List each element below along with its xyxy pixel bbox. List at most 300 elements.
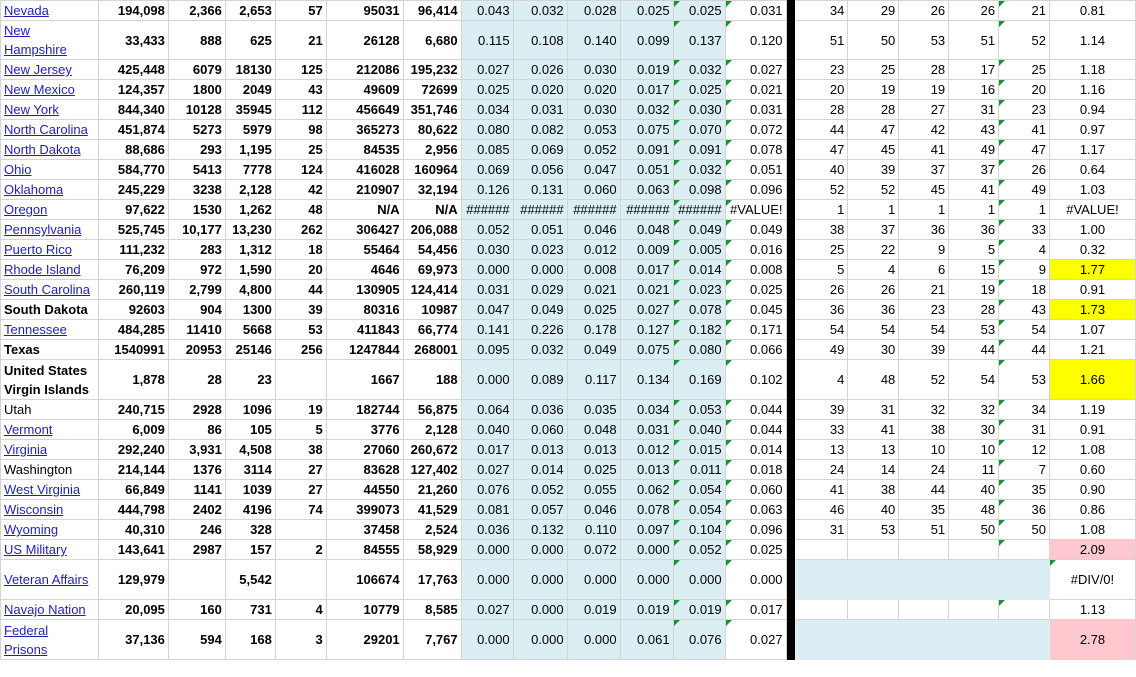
rate-cell[interactable]: 0.000 <box>513 560 567 600</box>
rate-cell[interactable]: 0.000 <box>461 260 513 280</box>
rate-cell[interactable]: 0.051 <box>620 160 673 180</box>
rate-cell[interactable]: 0.108 <box>513 21 567 60</box>
average-cell[interactable]: 0.016 <box>725 240 786 260</box>
count-cell[interactable]: 44 <box>275 280 326 300</box>
rank-cell[interactable]: 23 <box>794 60 848 80</box>
rate-cell[interactable]: 0.178 <box>567 320 620 340</box>
count-cell[interactable]: 25146 <box>225 340 275 360</box>
count-cell[interactable]: 2,799 <box>168 280 225 300</box>
count-cell[interactable]: 1,195 <box>225 140 275 160</box>
count-cell[interactable]: 39 <box>275 300 326 320</box>
count-cell[interactable]: 66,849 <box>98 480 168 500</box>
rate-cell[interactable]: 0.131 <box>513 180 567 200</box>
average-cell[interactable]: 0.025 <box>725 280 786 300</box>
count-cell[interactable]: 1376 <box>168 460 225 480</box>
rank-cell[interactable]: 9 <box>999 260 1050 280</box>
count-cell[interactable]: 6,680 <box>403 21 461 60</box>
rate-cell[interactable]: 0.127 <box>620 320 673 340</box>
rate-cell[interactable]: 0.019 <box>673 600 725 620</box>
count-cell[interactable]: 27 <box>275 460 326 480</box>
row-name-cell[interactable]: Ohio <box>1 160 99 180</box>
rate-cell[interactable]: 0.012 <box>567 240 620 260</box>
count-cell[interactable]: 292,240 <box>98 440 168 460</box>
rank-cell[interactable] <box>794 600 848 620</box>
rate-cell[interactable]: 0.126 <box>461 180 513 200</box>
rank-cell[interactable]: 38 <box>899 420 949 440</box>
rank-cell[interactable]: 50 <box>949 520 999 540</box>
count-cell[interactable]: 260,672 <box>403 440 461 460</box>
rate-cell[interactable]: 0.000 <box>461 620 513 660</box>
rank-cell[interactable]: 15 <box>949 260 999 280</box>
count-cell[interactable]: 1,312 <box>225 240 275 260</box>
rank-cell[interactable]: 12 <box>999 440 1050 460</box>
rank-cell[interactable]: 14 <box>848 460 899 480</box>
rank-cell[interactable]: 43 <box>949 120 999 140</box>
count-cell[interactable]: 84535 <box>326 140 403 160</box>
rate-cell[interactable]: 0.057 <box>513 500 567 520</box>
average-cell[interactable]: 0.171 <box>725 320 786 340</box>
rate-cell[interactable]: 0.009 <box>620 240 673 260</box>
rate-cell[interactable]: 0.025 <box>673 1 725 21</box>
rank-cell[interactable]: 52 <box>899 360 949 400</box>
count-cell[interactable]: 40,310 <box>98 520 168 540</box>
row-name-cell[interactable]: Pennsylvania <box>1 220 99 240</box>
count-cell[interactable]: 1,878 <box>98 360 168 400</box>
count-cell[interactable]: 3,931 <box>168 440 225 460</box>
rate-cell[interactable]: 0.226 <box>513 320 567 340</box>
rate-cell[interactable]: 0.081 <box>461 500 513 520</box>
rank-cell[interactable]: 24 <box>794 460 848 480</box>
count-cell[interactable]: 246 <box>168 520 225 540</box>
count-cell[interactable]: 2,653 <box>225 1 275 21</box>
rank-cell[interactable]: 20 <box>794 80 848 100</box>
count-cell[interactable]: 306427 <box>326 220 403 240</box>
count-cell[interactable]: 328 <box>225 520 275 540</box>
count-cell[interactable]: 20 <box>275 260 326 280</box>
rate-cell[interactable]: 0.063 <box>620 180 673 200</box>
count-cell[interactable]: 2,128 <box>225 180 275 200</box>
count-cell[interactable]: 5979 <box>225 120 275 140</box>
ratio-cell[interactable]: 0.81 <box>1049 1 1135 21</box>
average-cell[interactable]: 0.049 <box>725 220 786 240</box>
count-cell[interactable]: 411843 <box>326 320 403 340</box>
rate-cell[interactable]: 0.032 <box>620 100 673 120</box>
rank-cell[interactable]: 50 <box>848 21 899 60</box>
rank-cell[interactable]: 6 <box>899 260 949 280</box>
rate-cell[interactable]: 0.141 <box>461 320 513 340</box>
count-cell[interactable]: 1530 <box>168 200 225 220</box>
rate-cell[interactable]: 0.035 <box>567 400 620 420</box>
row-name-cell[interactable]: Texas <box>1 340 99 360</box>
rank-cell[interactable]: 31 <box>949 100 999 120</box>
rate-cell[interactable]: 0.013 <box>567 440 620 460</box>
rate-cell[interactable]: 0.032 <box>513 340 567 360</box>
rank-cell[interactable]: 31 <box>999 420 1050 440</box>
count-cell[interactable]: 1141 <box>168 480 225 500</box>
rank-cell[interactable]: 35 <box>999 480 1050 500</box>
rate-cell[interactable]: 0.000 <box>513 260 567 280</box>
ratio-cell[interactable]: 2.78 <box>1049 620 1135 660</box>
rank-cell[interactable]: 32 <box>949 400 999 420</box>
count-cell[interactable]: 32,194 <box>403 180 461 200</box>
average-cell[interactable]: 0.008 <box>725 260 786 280</box>
count-cell[interactable]: 26128 <box>326 21 403 60</box>
count-cell[interactable]: 731 <box>225 600 275 620</box>
count-cell[interactable]: 17,763 <box>403 560 461 600</box>
count-cell[interactable]: 37,136 <box>98 620 168 660</box>
average-cell[interactable]: 0.044 <box>725 420 786 440</box>
average-cell[interactable]: 0.051 <box>725 160 786 180</box>
ratio-cell[interactable]: 0.94 <box>1049 100 1135 120</box>
average-cell[interactable]: 0.078 <box>725 140 786 160</box>
rate-cell[interactable]: 0.078 <box>673 300 725 320</box>
ratio-cell[interactable]: 1.77 <box>1049 260 1135 280</box>
count-cell[interactable]: 27060 <box>326 440 403 460</box>
rate-cell[interactable]: 0.070 <box>673 120 725 140</box>
count-cell[interactable] <box>275 360 326 400</box>
rate-cell[interactable]: 0.026 <box>513 60 567 80</box>
rate-cell[interactable]: 0.048 <box>567 420 620 440</box>
ratio-cell[interactable]: 0.64 <box>1049 160 1135 180</box>
rank-cell[interactable]: 51 <box>794 21 848 60</box>
row-name-cell[interactable]: North Dakota <box>1 140 99 160</box>
rank-cell[interactable]: 4 <box>794 360 848 400</box>
rate-cell[interactable]: 0.061 <box>620 620 673 660</box>
rate-cell[interactable]: 0.052 <box>513 480 567 500</box>
count-cell[interactable]: 95031 <box>326 1 403 21</box>
rate-cell[interactable]: 0.080 <box>461 120 513 140</box>
count-cell[interactable]: 106674 <box>326 560 403 600</box>
rate-cell[interactable]: 0.134 <box>620 360 673 400</box>
rate-cell[interactable]: 0.054 <box>673 480 725 500</box>
count-cell[interactable]: 972 <box>168 260 225 280</box>
row-name-cell[interactable]: South Carolina <box>1 280 99 300</box>
rate-cell[interactable]: 0.040 <box>461 420 513 440</box>
rank-cell[interactable]: 23 <box>999 100 1050 120</box>
rank-cell[interactable] <box>949 540 999 560</box>
rate-cell[interactable]: 0.078 <box>620 500 673 520</box>
rate-cell[interactable]: 0.000 <box>620 540 673 560</box>
count-cell[interactable]: 1,590 <box>225 260 275 280</box>
count-cell[interactable]: 182744 <box>326 400 403 420</box>
rank-cell[interactable]: 44 <box>899 480 949 500</box>
ratio-cell[interactable]: 1.16 <box>1049 80 1135 100</box>
rank-cell[interactable]: 41 <box>949 180 999 200</box>
rank-cell[interactable]: 16 <box>949 80 999 100</box>
rate-cell[interactable]: 0.017 <box>461 440 513 460</box>
rate-cell[interactable]: 0.020 <box>513 80 567 100</box>
ratio-cell[interactable]: #VALUE! <box>1049 200 1135 220</box>
rank-cell[interactable]: 28 <box>949 300 999 320</box>
rank-cell[interactable]: 17 <box>949 60 999 80</box>
count-cell[interactable]: 2,524 <box>403 520 461 540</box>
count-cell[interactable]: 27 <box>275 480 326 500</box>
average-cell[interactable]: 0.031 <box>725 100 786 120</box>
rate-cell[interactable]: 0.000 <box>567 560 620 600</box>
count-cell[interactable]: 844,340 <box>98 100 168 120</box>
rate-cell[interactable]: 0.082 <box>513 120 567 140</box>
rate-cell[interactable]: 0.027 <box>461 460 513 480</box>
rank-cell[interactable]: 36 <box>899 220 949 240</box>
rank-cell[interactable]: 45 <box>899 180 949 200</box>
rate-cell[interactable]: ###### <box>513 200 567 220</box>
rank-cell[interactable]: 54 <box>794 320 848 340</box>
count-cell[interactable]: 33,433 <box>98 21 168 60</box>
rank-cell[interactable]: 26 <box>848 280 899 300</box>
row-name-cell[interactable]: Oregon <box>1 200 99 220</box>
rate-cell[interactable]: 0.034 <box>620 400 673 420</box>
row-name-cell[interactable]: Nevada <box>1 1 99 21</box>
rank-cell[interactable]: 19 <box>899 80 949 100</box>
rank-cell[interactable]: 31 <box>848 400 899 420</box>
ratio-cell[interactable]: 1.18 <box>1049 60 1135 80</box>
count-cell[interactable]: 240,715 <box>98 400 168 420</box>
count-cell[interactable]: 399073 <box>326 500 403 520</box>
rate-cell[interactable]: 0.027 <box>620 300 673 320</box>
row-name-cell[interactable]: Veteran Affairs <box>1 560 99 600</box>
rank-cell[interactable]: 27 <box>899 100 949 120</box>
rate-cell[interactable]: 0.019 <box>620 600 673 620</box>
count-cell[interactable]: N/A <box>326 200 403 220</box>
rate-cell[interactable]: 0.013 <box>620 460 673 480</box>
rate-cell[interactable]: 0.052 <box>673 540 725 560</box>
rate-cell[interactable]: 0.000 <box>461 540 513 560</box>
count-cell[interactable]: 157 <box>225 540 275 560</box>
count-cell[interactable] <box>168 560 225 600</box>
rank-cell[interactable]: 38 <box>848 480 899 500</box>
rate-cell[interactable]: 0.098 <box>673 180 725 200</box>
count-cell[interactable]: 35945 <box>225 100 275 120</box>
count-cell[interactable]: 86 <box>168 420 225 440</box>
count-cell[interactable]: 80,622 <box>403 120 461 140</box>
rate-cell[interactable]: 0.097 <box>620 520 673 540</box>
count-cell[interactable]: 1800 <box>168 80 225 100</box>
rate-cell[interactable]: 0.014 <box>673 260 725 280</box>
rate-cell[interactable]: 0.085 <box>461 140 513 160</box>
rate-cell[interactable]: 0.049 <box>513 300 567 320</box>
rank-cell[interactable]: 18 <box>999 280 1050 300</box>
count-cell[interactable]: 38 <box>275 440 326 460</box>
rate-cell[interactable]: 0.000 <box>513 540 567 560</box>
rank-cell[interactable]: 38 <box>794 220 848 240</box>
count-cell[interactable]: 54,456 <box>403 240 461 260</box>
row-name-cell[interactable]: Puerto Rico <box>1 240 99 260</box>
row-name-cell[interactable]: South Dakota <box>1 300 99 320</box>
rate-cell[interactable]: 0.043 <box>461 1 513 21</box>
rank-cell[interactable]: 53 <box>949 320 999 340</box>
rate-cell[interactable]: 0.030 <box>567 100 620 120</box>
count-cell[interactable]: 210907 <box>326 180 403 200</box>
count-cell[interactable]: 98 <box>275 120 326 140</box>
rate-cell[interactable]: 0.013 <box>513 440 567 460</box>
rank-cell[interactable]: 47 <box>848 120 899 140</box>
count-cell[interactable]: 260,119 <box>98 280 168 300</box>
rank-cell[interactable]: 28 <box>899 60 949 80</box>
count-cell[interactable]: 18130 <box>225 60 275 80</box>
count-cell[interactable]: 5 <box>275 420 326 440</box>
rate-cell[interactable]: 0.076 <box>461 480 513 500</box>
row-name-cell[interactable]: US Military <box>1 540 99 560</box>
rank-cell[interactable]: 26 <box>999 160 1050 180</box>
count-cell[interactable]: 13,230 <box>225 220 275 240</box>
row-name-cell[interactable]: Rhode Island <box>1 260 99 280</box>
ratio-cell[interactable]: 1.73 <box>1049 300 1135 320</box>
count-cell[interactable]: 594 <box>168 620 225 660</box>
count-cell[interactable]: 80316 <box>326 300 403 320</box>
rate-cell[interactable]: 0.062 <box>620 480 673 500</box>
rate-cell[interactable]: 0.072 <box>567 540 620 560</box>
count-cell[interactable]: 1247844 <box>326 340 403 360</box>
count-cell[interactable]: 43 <box>275 80 326 100</box>
rank-cell[interactable]: 13 <box>848 440 899 460</box>
rate-cell[interactable]: 0.000 <box>567 620 620 660</box>
rank-cell[interactable]: 52 <box>999 21 1050 60</box>
rate-cell[interactable]: 0.023 <box>673 280 725 300</box>
count-cell[interactable]: 2,366 <box>168 1 225 21</box>
rank-cell[interactable]: 54 <box>999 320 1050 340</box>
rate-cell[interactable]: 0.052 <box>461 220 513 240</box>
count-cell[interactable]: 111,232 <box>98 240 168 260</box>
count-cell[interactable]: 1300 <box>225 300 275 320</box>
rate-cell[interactable]: 0.000 <box>461 560 513 600</box>
rank-cell[interactable] <box>949 600 999 620</box>
rate-cell[interactable]: 0.025 <box>567 300 620 320</box>
rate-cell[interactable]: 0.036 <box>513 400 567 420</box>
rank-cell[interactable]: 10 <box>949 440 999 460</box>
rate-cell[interactable]: 0.030 <box>461 240 513 260</box>
count-cell[interactable]: 5668 <box>225 320 275 340</box>
rate-cell[interactable]: 0.049 <box>673 220 725 240</box>
count-cell[interactable]: 18 <box>275 240 326 260</box>
ratio-cell[interactable]: #DIV/0! <box>1049 560 1135 600</box>
count-cell[interactable]: 37458 <box>326 520 403 540</box>
rate-cell[interactable]: 0.055 <box>567 480 620 500</box>
ratio-cell[interactable]: 0.97 <box>1049 120 1135 140</box>
count-cell[interactable]: 245,229 <box>98 180 168 200</box>
count-cell[interactable]: 124,357 <box>98 80 168 100</box>
count-cell[interactable]: 88,686 <box>98 140 168 160</box>
count-cell[interactable]: 112 <box>275 100 326 120</box>
count-cell[interactable]: 55464 <box>326 240 403 260</box>
count-cell[interactable]: 195,232 <box>403 60 461 80</box>
count-cell[interactable]: 416028 <box>326 160 403 180</box>
rate-cell[interactable]: 0.095 <box>461 340 513 360</box>
rank-cell[interactable]: 9 <box>899 240 949 260</box>
count-cell[interactable]: 160 <box>168 600 225 620</box>
average-cell[interactable]: 0.018 <box>725 460 786 480</box>
rank-cell[interactable] <box>848 540 899 560</box>
count-cell[interactable]: 2987 <box>168 540 225 560</box>
rank-cell[interactable]: 26 <box>794 280 848 300</box>
rank-cell[interactable]: 11 <box>949 460 999 480</box>
rate-cell[interactable]: 0.029 <box>513 280 567 300</box>
count-cell[interactable]: 212086 <box>326 60 403 80</box>
rate-cell[interactable]: 0.025 <box>461 80 513 100</box>
rate-cell[interactable]: ###### <box>461 200 513 220</box>
count-cell[interactable]: 904 <box>168 300 225 320</box>
count-cell[interactable]: 10987 <box>403 300 461 320</box>
rank-cell[interactable]: 51 <box>899 520 949 540</box>
row-name-cell[interactable]: Vermont <box>1 420 99 440</box>
row-name-cell[interactable]: Virginia <box>1 440 99 460</box>
rate-cell[interactable]: 0.031 <box>620 420 673 440</box>
count-cell[interactable]: 625 <box>225 21 275 60</box>
rate-cell[interactable]: 0.023 <box>513 240 567 260</box>
count-cell[interactable]: 130905 <box>326 280 403 300</box>
count-cell[interactable]: 3 <box>275 620 326 660</box>
ratio-cell[interactable]: 1.19 <box>1049 400 1135 420</box>
rank-cell[interactable]: 23 <box>899 300 949 320</box>
rate-cell[interactable]: 0.053 <box>567 120 620 140</box>
rate-cell[interactable]: 0.011 <box>673 460 725 480</box>
rate-cell[interactable]: 0.051 <box>513 220 567 240</box>
rate-cell[interactable]: 0.008 <box>567 260 620 280</box>
rate-cell[interactable]: 0.025 <box>620 1 673 21</box>
rank-cell[interactable] <box>999 540 1050 560</box>
count-cell[interactable]: 351,746 <box>403 100 461 120</box>
rank-cell[interactable]: 48 <box>949 500 999 520</box>
rate-cell[interactable]: 0.075 <box>620 120 673 140</box>
rank-cell[interactable]: 1 <box>899 200 949 220</box>
ratio-cell[interactable]: 1.08 <box>1049 440 1135 460</box>
rate-cell[interactable]: 0.021 <box>567 280 620 300</box>
rank-cell[interactable]: 1 <box>794 200 848 220</box>
count-cell[interactable]: 97,622 <box>98 200 168 220</box>
rank-cell[interactable]: 36 <box>794 300 848 320</box>
rank-cell[interactable]: 33 <box>999 220 1050 240</box>
rate-cell[interactable]: 0.076 <box>673 620 725 660</box>
ratio-cell[interactable]: 1.13 <box>1049 600 1135 620</box>
count-cell[interactable]: 124,414 <box>403 280 461 300</box>
count-cell[interactable]: 42 <box>275 180 326 200</box>
rate-cell[interactable]: 0.115 <box>461 21 513 60</box>
rank-cell[interactable]: 45 <box>848 140 899 160</box>
ratio-cell[interactable]: 0.86 <box>1049 500 1135 520</box>
rank-cell[interactable]: 54 <box>899 320 949 340</box>
rate-cell[interactable]: 0.000 <box>673 560 725 600</box>
row-name-cell[interactable]: New Hampshire <box>1 21 99 60</box>
count-cell[interactable]: 19 <box>275 400 326 420</box>
rate-cell[interactable]: 0.089 <box>513 360 567 400</box>
average-cell[interactable]: 0.025 <box>725 540 786 560</box>
count-cell[interactable]: 57 <box>275 1 326 21</box>
count-cell[interactable]: 23 <box>225 360 275 400</box>
rate-cell[interactable]: 0.117 <box>567 360 620 400</box>
count-cell[interactable]: 425,448 <box>98 60 168 80</box>
count-cell[interactable]: 74 <box>275 500 326 520</box>
rate-cell[interactable]: 0.064 <box>461 400 513 420</box>
count-cell[interactable]: 96,414 <box>403 1 461 21</box>
average-cell[interactable]: 0.044 <box>725 400 786 420</box>
rate-cell[interactable]: 0.031 <box>461 280 513 300</box>
average-cell[interactable]: 0.017 <box>725 600 786 620</box>
count-cell[interactable]: 268001 <box>403 340 461 360</box>
rank-cell[interactable]: 54 <box>848 320 899 340</box>
row-name-cell[interactable]: Oklahoma <box>1 180 99 200</box>
count-cell[interactable]: 66,774 <box>403 320 461 340</box>
rank-cell[interactable]: 41 <box>999 120 1050 140</box>
rank-cell[interactable]: 1 <box>999 200 1050 220</box>
rank-cell[interactable]: 10 <box>899 440 949 460</box>
rank-cell[interactable]: 47 <box>999 140 1050 160</box>
count-cell[interactable]: 56,875 <box>403 400 461 420</box>
average-cell[interactable]: 0.060 <box>725 480 786 500</box>
count-cell[interactable]: 444,798 <box>98 500 168 520</box>
rate-cell[interactable]: 0.036 <box>461 520 513 540</box>
count-cell[interactable]: 214,144 <box>98 460 168 480</box>
count-cell[interactable]: 2402 <box>168 500 225 520</box>
average-cell[interactable]: 0.045 <box>725 300 786 320</box>
